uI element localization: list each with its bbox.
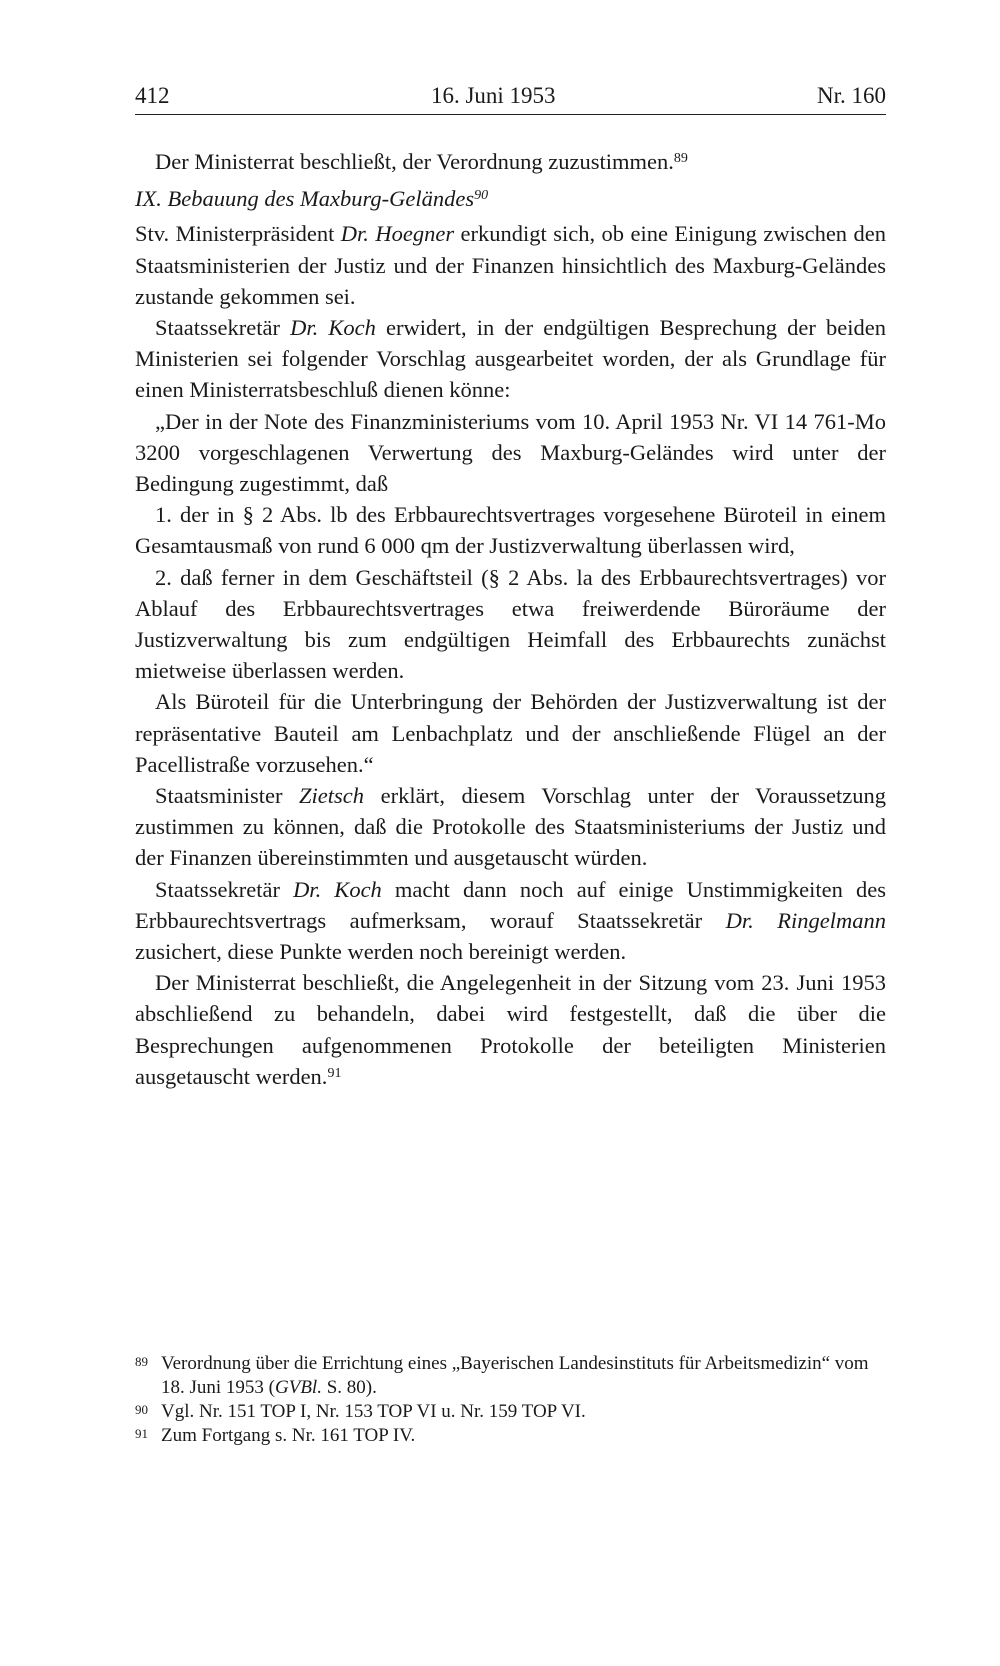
footnote-text: Zum Fortgang s. Nr. 161 TOP IV. xyxy=(161,1425,416,1446)
footnote-number: 90 xyxy=(135,1402,148,1417)
paragraph-hoegner: Stv. Ministerpräsident Dr. Hoegner erkundigt sich, ob eine Einigung zwischen den Staatsministerien der Justiz und der Finanzen hinsichtlich des Maxburg-Geländes zustande gekommen sei. xyxy=(135,221,886,309)
paragraph-koch-1: Staatssekretär Dr. Koch erwidert, in der endgültigen Besprechung der beiden Ministerien sei folgender Vorschlag ausgearbeitet worden, der als Grundlage für einen Ministerratsbeschluß dienen könne: xyxy=(135,315,886,403)
paragraph-koch-2: Staatssekretär Dr. Koch macht dann noch auf einige Unstimmigkeiten des Erbbaurechtsvertrags aufmerksam, worauf Staatssekretär Dr. Ringelmann zusichert, diese Punkte werden noch bereinigt werden. xyxy=(135,876,886,965)
footnote-text: Vgl. Nr. 151 TOP I, Nr. 153 TOP VI u. Nr. 159 TOP VI. xyxy=(161,1401,586,1422)
footnote-ref-91[interactable]: 91 xyxy=(327,1065,342,1081)
body-text xyxy=(135,146,886,1092)
page-number: 412 xyxy=(135,83,170,108)
footnote-ref-89[interactable]: 89 xyxy=(673,151,688,166)
paragraph-zietsch: Staatsminister Zietsch erklärt, diesem Vorschlag unter der Voraussetzung zustimmen zu können, daß die Protokolle des Staatsministeriums der Justiz und der Finanzen übereinstimmten und ausgetauscht würden. xyxy=(135,783,886,871)
paragraph-item-1: 1. der in § 2 Abs. lb des Erbbaurechtsvertrages vorgesehene Büroteil in einem Gesamtausmaß von rund 6 000 qm der Justizverwaltung überlassen wird, xyxy=(135,502,886,559)
paragraph-quote-end: Als Büroteil für die Unterbringung der Behörden der Justizverwaltung ist der repräsentative Bauteil am Lenbachplatz und der anschließende Flügel an der Pacellistraße vorzusehen.“ xyxy=(135,689,886,777)
person-name: Dr. Ringelmann xyxy=(725,907,886,933)
person-name: Zietsch xyxy=(299,783,365,809)
footnote-89 xyxy=(135,1352,886,1400)
person-name: Dr. Koch xyxy=(293,876,382,902)
footnote-91 xyxy=(135,1424,886,1448)
person-name: Dr. Koch xyxy=(290,315,376,341)
footnote-ref-90[interactable]: 90 xyxy=(474,188,489,204)
footnote-number: 91 xyxy=(135,1426,148,1441)
paragraph-resolution-2: Der Ministerrat beschließt, die Angelegenheit in der Sitzung vom 23. Juni 1953 abschließend zu behandeln, dabei wird festgestellt, daß die über die Besprechungen aufgenommenen Protokolle der beteiligten Ministerien ausgetauscht werden.$^{91}$ xyxy=(135,970,886,1089)
paragraph-quote-start: „Der in der Note des Finanzministeriums vom 10. April 1953 Nr. VI 14 761-Mo 3200 vorgeschlagenen Verwertung des Maxburg-Geländes wird unter der Bedingung zugestimmt, daß xyxy=(135,408,886,497)
paragraph-item-2: 2. daß ferner in dem Geschäftsteil (§ 2 Abs. la des Erbbaurechtsvertrages) vor Ablauf des Erbbaurechtsvertrages etwa freiwerdende Büroräume der Justizverwaltung bis zum endgültigen Heimfall des Erbbaurechts zunächst mietweise überlassen werden. xyxy=(135,564,886,684)
section-heading: IX. Bebauung des Maxburg-Geländes$^{90}$ xyxy=(135,186,489,212)
footnote-number: 89 xyxy=(135,1354,148,1369)
footnotes xyxy=(135,1352,886,1448)
footnote-90 xyxy=(135,1400,886,1424)
header-date: 16. Juni 1953 xyxy=(430,83,556,108)
person-name: Dr. Hoegner xyxy=(340,221,455,247)
document-number: Nr. 160 xyxy=(817,83,886,108)
footnote-text: Verordnung über die Errichtung eines „Bayerischen Landesinstituts für Arbeitsmedizin“ vom 18. Juni 1953 (GVBl. S. 80). xyxy=(161,1353,869,1398)
running-header xyxy=(135,82,886,115)
paragraph-resolution-1: Der Ministerrat beschließt, der Verordnung zuzustimmen.$^{89}$ xyxy=(155,149,688,174)
